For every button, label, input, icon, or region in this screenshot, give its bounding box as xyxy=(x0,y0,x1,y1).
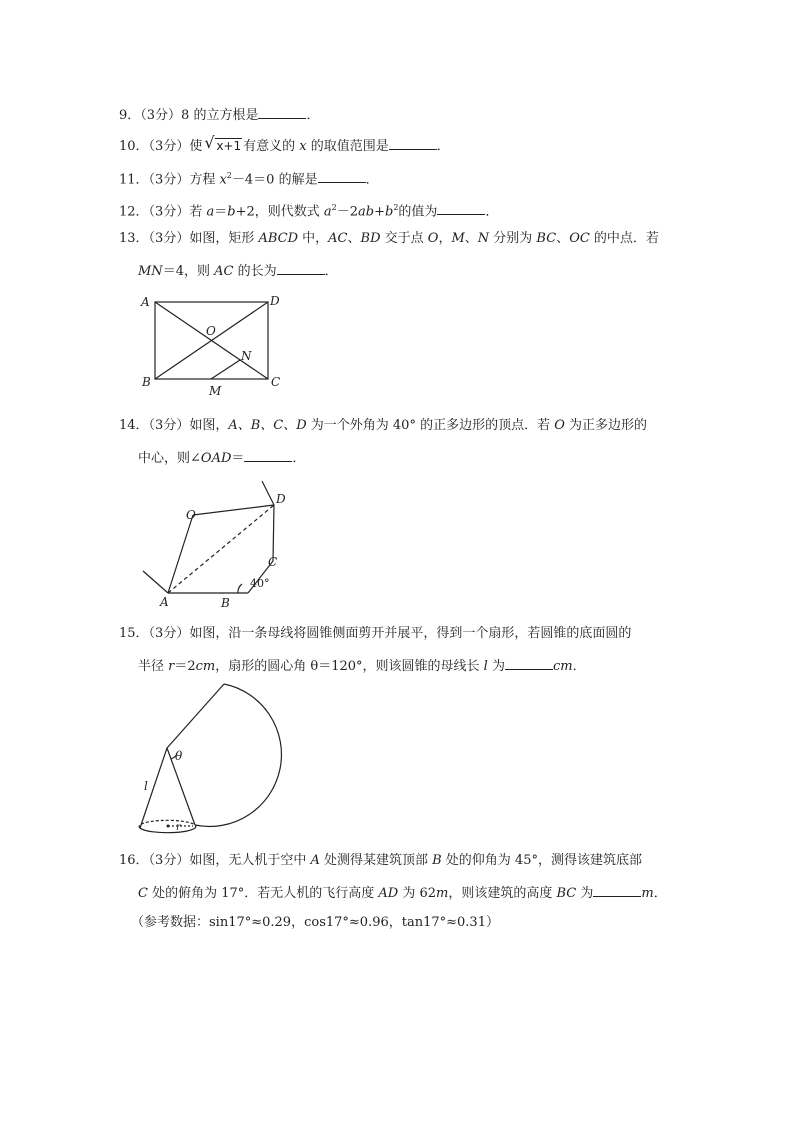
answer-blank xyxy=(593,884,641,897)
q12-tail: 的值为 xyxy=(398,204,438,220)
label-b: B xyxy=(221,596,230,610)
q16-text-g: 为 xyxy=(576,886,594,901)
q16-text-d: 处的俯角为 17°．若无人机的飞行高度 xyxy=(147,886,379,901)
q13-n: N xyxy=(477,231,490,246)
answer-blank xyxy=(318,170,366,183)
label-a: A xyxy=(160,595,169,609)
q16-reference-data: （参考数据：sin17°≈0.29，cos17°≈0.96，tan17°≈0.31） xyxy=(131,915,499,930)
answer-blank xyxy=(437,202,485,215)
question-9 xyxy=(119,106,319,124)
q13-mn: MN xyxy=(138,264,163,279)
q12-text-2: +2，则代数式 xyxy=(235,204,324,220)
q11-end: ． xyxy=(365,172,379,188)
question-16-line-1 xyxy=(119,853,642,869)
q10-mid: 有意义的 xyxy=(243,139,300,154)
q11-eq: －4＝0 的解是 xyxy=(231,172,318,188)
q15-cm: cm xyxy=(195,659,216,674)
label-a: A xyxy=(141,295,150,309)
q16-text: 16．（3分）如图，无人机于空中 xyxy=(119,853,311,868)
q15-text-c: ＝2 xyxy=(174,659,196,674)
question-11 xyxy=(119,168,379,188)
angle-label: 40° xyxy=(250,577,270,590)
q13-comma: ， xyxy=(438,231,452,246)
answer-blank xyxy=(389,137,437,150)
radicand: x+1 xyxy=(216,139,242,153)
q11-var: x xyxy=(219,172,227,188)
q16-end: ． xyxy=(653,886,667,901)
label-m: M xyxy=(209,384,222,398)
q16-bc: BC xyxy=(556,886,577,901)
q13-o: O xyxy=(427,231,439,246)
q13-text-c: 交于点 xyxy=(380,231,428,246)
q13-text-f: ＝4，则 xyxy=(162,264,215,279)
question-15-line-2 xyxy=(138,657,586,675)
q15-l: l xyxy=(483,659,488,674)
q9-end: ． xyxy=(306,108,320,123)
question-13-line-2 xyxy=(138,262,338,280)
segment-ao xyxy=(168,515,193,593)
q12-ab: ab xyxy=(358,204,375,220)
answer-blank xyxy=(505,657,553,670)
label-n: N xyxy=(241,349,252,363)
label-d: D xyxy=(276,492,286,506)
q12-plus: + xyxy=(374,204,385,220)
question-12 xyxy=(119,200,498,220)
q12-a: a xyxy=(206,204,215,220)
q16-c: C xyxy=(138,886,148,901)
q13-m: M xyxy=(451,231,465,246)
angle-arc xyxy=(238,584,242,593)
q10-end: ． xyxy=(436,139,450,154)
q13-oc: OC xyxy=(569,231,590,246)
q15-text: 15．（3分）如图，沿一条母线将圆锥侧面剪开并展平，得到一个扇形，若圆锥的底面圆的 xyxy=(119,626,632,641)
extension-left xyxy=(143,571,168,593)
q16-m: m xyxy=(436,886,449,901)
segment-od xyxy=(193,505,274,515)
sector-arc xyxy=(195,684,281,826)
q13-end: ． xyxy=(324,264,338,279)
q12-end: ． xyxy=(485,204,499,220)
q13-text-e: 的中点．若 xyxy=(589,231,659,246)
q11-text: 11．（3分）方程 xyxy=(119,172,220,188)
q15-text-e: 为 xyxy=(487,659,505,674)
q14-points: A、B、C、D xyxy=(228,418,307,433)
q15-r: r xyxy=(168,659,175,674)
q10-var: x xyxy=(299,139,307,154)
label-l: l xyxy=(144,779,148,793)
q16-text-e: 为 62 xyxy=(398,886,437,901)
q13-text: 13．（3分）如图，矩形 xyxy=(119,231,259,246)
label-theta: θ xyxy=(175,749,183,763)
polygon-figure xyxy=(138,478,308,613)
q9-text: 9．（3分）8 的立方根是 xyxy=(119,108,259,123)
q12-a2: a xyxy=(323,204,332,220)
question-13-line-1 xyxy=(119,231,659,247)
q12-mid: －2 xyxy=(336,204,358,220)
q13-ac2: AC xyxy=(214,264,234,279)
q16-text-c: 处的仰角为 45°，测得该建筑底部 xyxy=(441,853,642,868)
q14-oad: OAD xyxy=(200,451,232,466)
cone-sector-figure xyxy=(135,680,265,845)
q13-rect: ABCD xyxy=(258,231,299,246)
rectangle-figure xyxy=(130,290,300,405)
q13-ac: AC xyxy=(328,231,348,246)
q13-bd: BD xyxy=(360,231,381,246)
q14-text-b: 为一个外角为 40° 的正多边形的顶点．若 xyxy=(306,418,555,433)
q12-eq: ＝ xyxy=(214,204,228,220)
base-center-dot xyxy=(167,825,170,828)
q13-text-d: 分别为 xyxy=(489,231,537,246)
question-16-reference xyxy=(131,915,499,931)
q12-exp1: 2 xyxy=(331,203,337,212)
q14-end: ． xyxy=(292,451,306,466)
q16-ad: AD xyxy=(378,886,399,901)
q15-text-b: 半径 xyxy=(138,659,169,674)
q12-text: 12．（3分）若 xyxy=(119,204,207,220)
answer-blank xyxy=(258,106,306,119)
label-o: O xyxy=(186,508,196,522)
q16-a: A xyxy=(310,853,320,868)
label-c: C xyxy=(268,555,278,569)
q13-sep3: 、 xyxy=(556,231,570,246)
segment-cd xyxy=(273,505,274,561)
q15-end: ． xyxy=(572,659,586,674)
q13-sep2: 、 xyxy=(464,231,478,246)
label-c: C xyxy=(271,375,281,389)
segment-mn xyxy=(211,360,240,379)
q13-bc: BC xyxy=(536,231,557,246)
square-root-expression xyxy=(204,133,242,155)
question-15-line-1 xyxy=(119,626,631,642)
label-b: B xyxy=(142,375,151,389)
question-10 xyxy=(119,133,450,155)
q13-sep: 、 xyxy=(347,231,361,246)
q10-text-2: 的取值范围是 xyxy=(306,139,389,154)
q15-cm2: cm xyxy=(552,659,573,674)
q13-text-g: 的长为 xyxy=(233,264,277,279)
q10-text: 10．（3分）使 xyxy=(119,139,203,154)
sector-radius-upper xyxy=(167,684,224,748)
q14-text: 14．（3分）如图， xyxy=(119,418,229,433)
q15-text-d: ，扇形的圆心角 θ＝120°，则该圆锥的母线长 xyxy=(215,659,484,674)
q13-text-b: 中， xyxy=(298,231,329,246)
answer-blank xyxy=(277,262,325,275)
question-14-line-2 xyxy=(138,449,305,467)
question-14-line-1 xyxy=(119,418,647,434)
q16-text-b: 处测得某建筑顶部 xyxy=(319,853,433,868)
question-16-line-2 xyxy=(138,884,667,902)
label-r: r xyxy=(176,822,181,833)
q16-b: B xyxy=(432,853,442,868)
q12-b: b xyxy=(227,204,236,220)
label-d: D xyxy=(270,294,280,308)
q12-b2: b xyxy=(384,204,394,220)
q16-text-f: ，则该建筑的高度 xyxy=(448,886,557,901)
label-o: O xyxy=(206,324,216,338)
answer-blank xyxy=(244,449,292,462)
q14-eq: ＝ xyxy=(231,451,245,466)
q14-o: O xyxy=(554,418,565,433)
q16-m2: m xyxy=(641,886,654,901)
extension-top xyxy=(262,481,274,505)
q14-text-c: 为正多边形的 xyxy=(564,418,648,433)
q12-exp2: 2 xyxy=(393,203,399,212)
q14-text-d: 中心，则∠ xyxy=(138,451,201,466)
q11-exp: 2 xyxy=(226,171,232,180)
radical-sign-icon: √ xyxy=(204,133,215,152)
